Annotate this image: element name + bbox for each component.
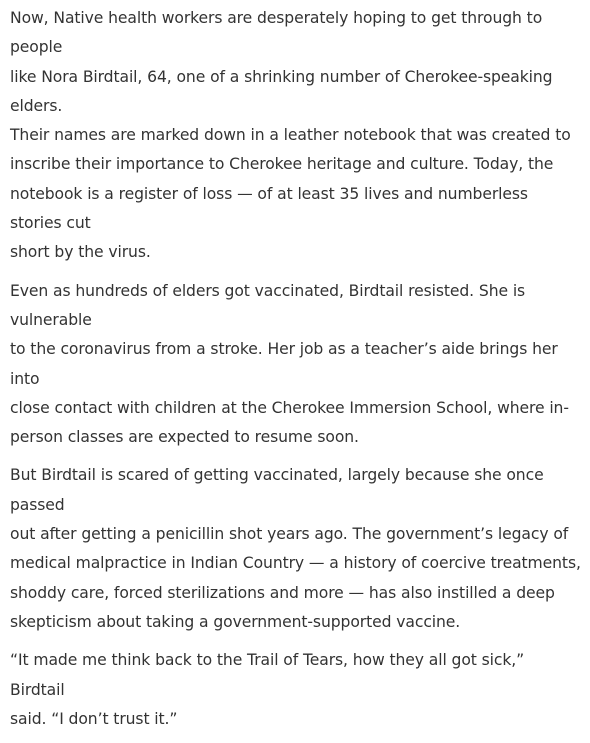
- article-body: [10, 4, 582, 743]
- article-paragraph: Even as hundreds of elders got vaccinated, Birdtail resisted. She is vulnerable to the coronavirus from a stroke. Her job as a teacher’s aide brings her into close contact with children at the Cherokee Immersion School, where in- person classes are expected to resume soon.: [10, 281, 569, 447]
- article-paragraph: “It made me think back to the Trail of Tears, how they all got sick,” Birdtail said. “I don’t trust it.”: [10, 651, 525, 728]
- article-paragraph: But Birdtail is scared of getting vaccinated, largely because she once passed out after getting a penicillin shot years ago. The government’s legacy of medical malpractice in Indian Country — a history of coercive treatments, shoddy care, forced sterilizations and more — has also instilled a deep skepticism about taking a government-supported vaccine.: [10, 466, 581, 631]
- article-paragraph: Now, Native health workers are desperately hoping to get through to people like Nora Birdtail, 64, one of a shrinking number of Cherokee-speaking elders. Their names are marked down in a leather notebook that was created to inscribe their importance to Cherokee heritage and culture. Today, the notebook is a register of loss — of at least 35 lives and numberless stories cut short by the virus.: [10, 9, 571, 262]
